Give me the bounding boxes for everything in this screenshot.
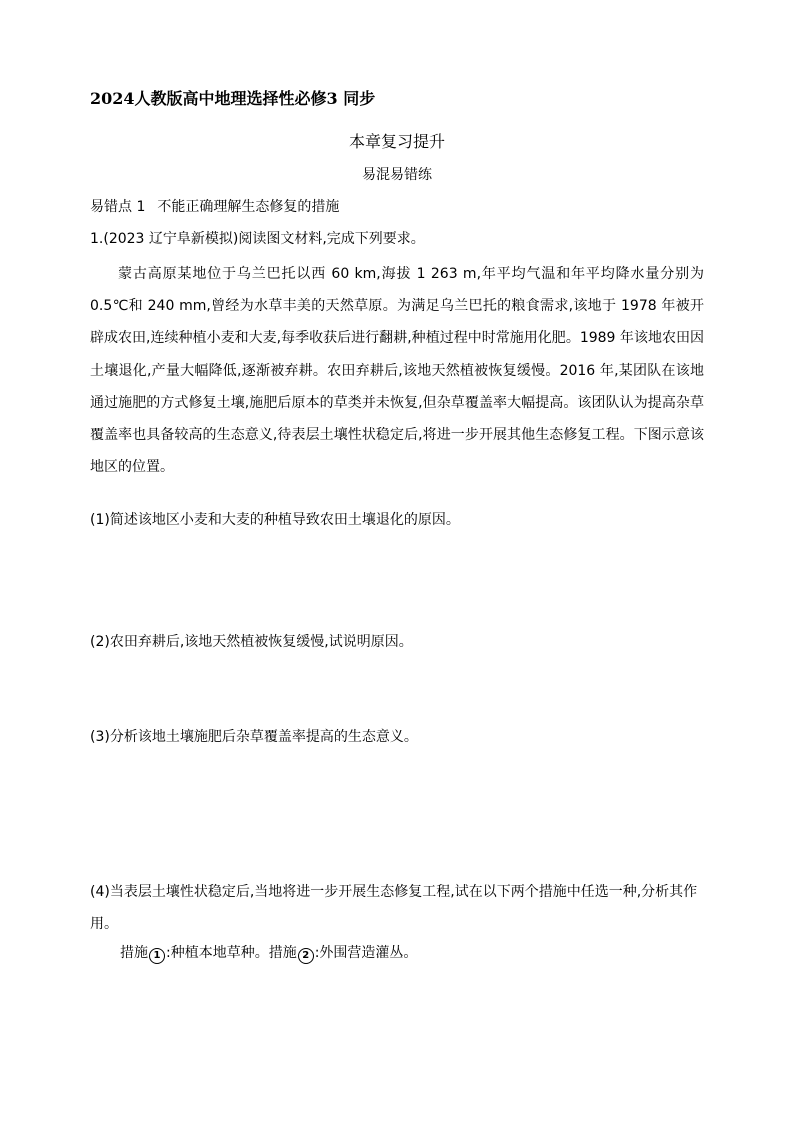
sub-title: 易混易错练	[362, 167, 432, 183]
measures-line	[120, 942, 417, 964]
sub-question-3: (3)分析该地土壤施肥后杂草覆盖率提高的生态意义。	[90, 729, 418, 745]
passage-text: 蒙古高原某地位于乌兰巴托以西 60 km,海拔 1 263 m,年平均气温和年平均降水量分别为 0.5℃和 240 mm,曾经为水草丰美的天然草原。为满足乌兰巴托的粮食需求,该地于 1978 年被开辟成农田,连续种植小麦和大麦,每季收获后进行翻耕,种植过程中时常施用化肥。1989 年该地农田因土壤退化,产量大幅降低,逐渐被弃耕。农田弃耕后,该地天然植被恢复缓慢。2016 年,某团队在该地通过施肥的方式修复土壤,施肥后原本的草类并未恢复,但杂草覆盖率大幅提高。该团队认为提高杂草覆盖率也具备较高的生态意义,待表层土壤性状稳定后,将进一步开展其他生态修复工程。下图示意该地区的位置。	[90, 266, 704, 476]
question-passage	[90, 258, 704, 483]
sub-question-1: (1)简述该地区小麦和大麦的种植导致农田土壤退化的原因。	[90, 512, 460, 528]
measure-1-text: :种植本地草种。措施	[166, 945, 297, 961]
sub-question-2: (2)农田弃耕后,该地天然植被恢复缓慢,试说明原因。	[90, 634, 413, 650]
error-point-label: 易错点 1	[90, 199, 146, 215]
document-title: 2024人教版高中地理选择性必修3 同步	[90, 89, 376, 108]
measure-prefix: 措施	[120, 945, 148, 961]
sub-question-4: (4)当表层土壤性状稳定后,当地将进一步开展生态修复工程,试在以下两个措施中任选一种,分析其作用。	[90, 884, 698, 932]
question-header: 1.(2023 辽宁阜新模拟)阅读图文材料,完成下列要求。	[90, 231, 425, 247]
section-title: 本章复习提升	[348, 132, 445, 151]
error-point-text: 不能正确理解生态修复的措施	[157, 199, 340, 215]
error-point-heading	[90, 196, 339, 216]
measure-2-text: :外围营造灌丛。	[314, 945, 418, 961]
circled-number-2: 2	[298, 948, 314, 964]
circled-number-1: 1	[149, 948, 165, 964]
